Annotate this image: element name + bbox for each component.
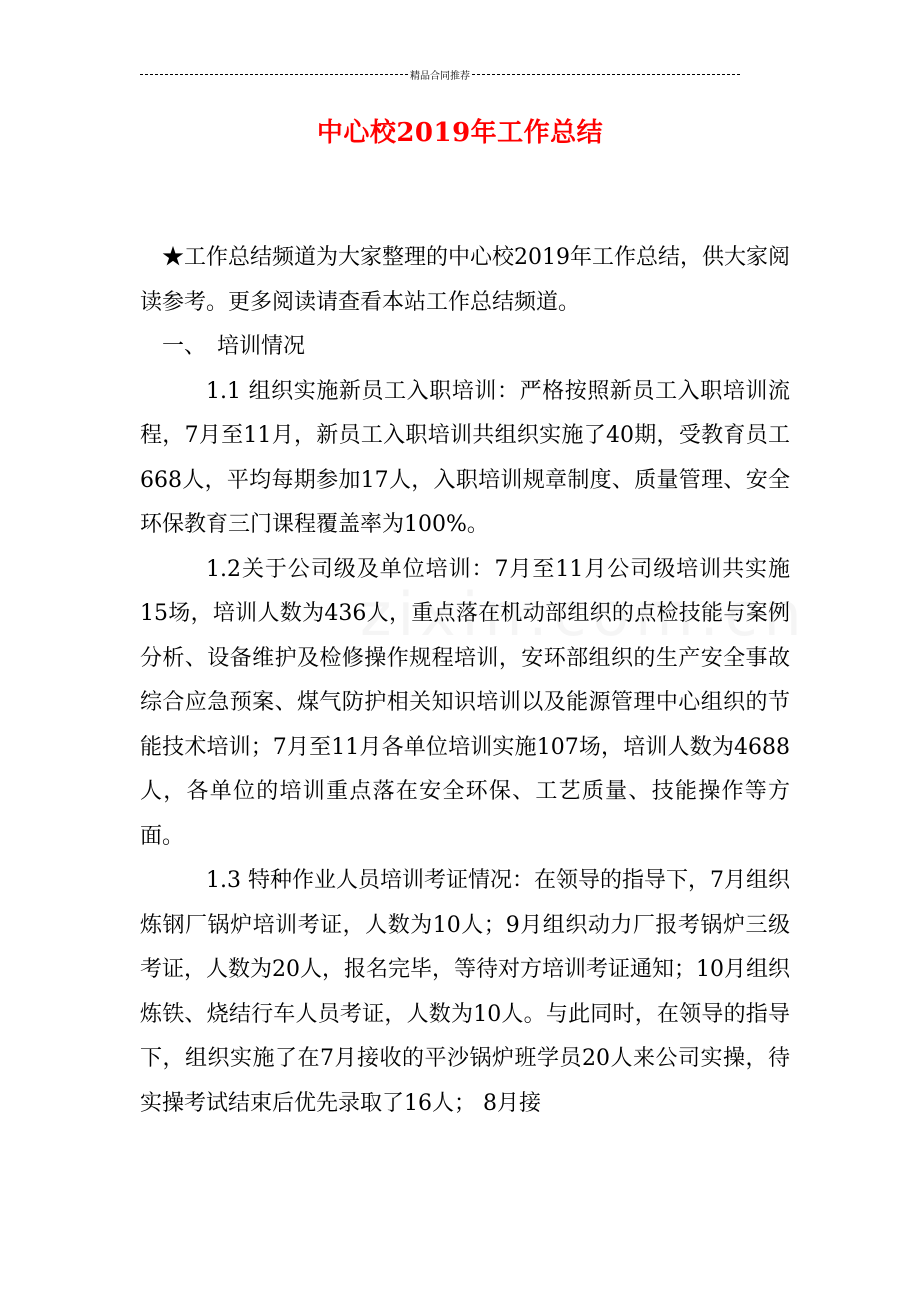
section-heading: 一、 培训情况 <box>162 334 306 359</box>
page-header <box>140 66 740 82</box>
item-1-3-paragraph: 1.3 特种作业人员培训考证情况：在领导的指导下，7月组织炼钢厂锅炉培训考证，人数为10人；9月组织动力厂报考锅炉三级考证，人数为20人，报名完毕，等待对方培训考证通知；10月组织炼铁、烧结行车人员考证，人数为10人。与此同时，在领导的指导下，组织实施了在7月接收的平沙锅炉班学员20人来公司实操，待实操考试结束后优先录取了16人； 8月接 <box>140 868 790 1116</box>
document-body <box>140 236 790 1126</box>
document-title: 中心校2019年工作总结 <box>316 118 604 148</box>
header-dash-right <box>472 74 740 75</box>
item-1-2-paragraph: 1.2关于公司级及单位培训：7月至11月公司级培训共实施15场，培训人数为436人，重点落在机动部组织的点检技能与案例分析、设备维护及检修操作规程培训，安环部组织的生产安全事故综合应急预案、煤气防护相关知识培训以及能源管理中心组织的节能技术培训；7月至11月各单位培训实施107场，培训人数为4688人，各单位的培训重点落在安全环保、工艺质量、技能操作等方面。 <box>140 556 790 849</box>
intro-paragraph: ★工作总结频道为大家整理的中心校2019年工作总结，供大家阅读参考。更多阅读请查看本站工作总结频道。 <box>140 245 790 315</box>
header-dash-left <box>140 74 408 75</box>
header-label: 精品合同推荐 <box>410 70 470 82</box>
item-1-1-paragraph: 1.1 组织实施新员工入职培训：严格按照新员工入职培训流程，7月至11月，新员工入职培训共组织实施了40期，受教育员工668人，平均每期参加17人，入职培训规章制度、质量管理、安全环保教育三门课程覆盖率为100%。 <box>140 378 790 537</box>
